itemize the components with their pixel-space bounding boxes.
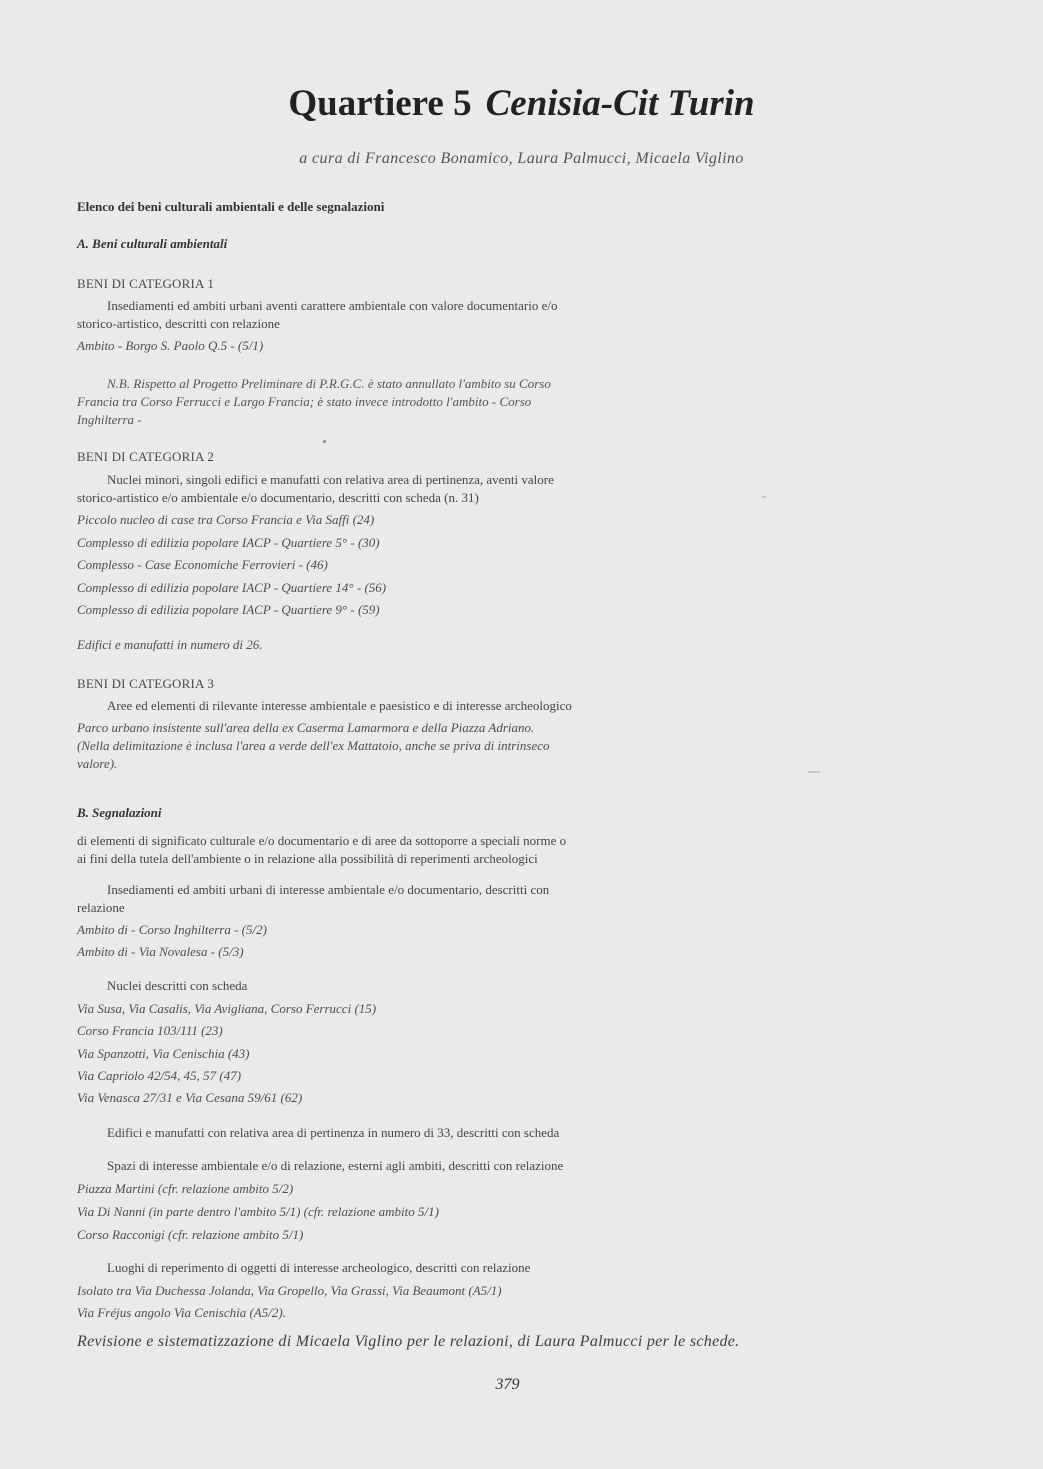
list-item: Piccolo nucleo di case tra Corso Francia e Via Saffi (24) bbox=[77, 512, 375, 527]
print-speck bbox=[808, 771, 820, 773]
credits-line: Revisione e sistematizzazione di Micaela Viglino per le relazioni, di Laura Palmucci per le schede. bbox=[77, 1333, 740, 1350]
cat2-title: BENI DI CATEGORIA 2 bbox=[77, 449, 215, 464]
cat3-line3: valore). bbox=[77, 756, 118, 771]
cat1-note-line2: Francia tra Corso Ferrucci e Largo Francia; è stato invece introdotto l'ambito - Corso bbox=[77, 394, 532, 409]
section-b-intro-line2: ai fini della tutela dell'ambiente o in relazione alla possibilità di reperimenti archeologici bbox=[77, 851, 538, 866]
print-speck bbox=[762, 496, 766, 498]
cat2-desc-line1: Nuclei minori, singoli edifici e manufatti con relativa area di pertinenza, aventi valore bbox=[107, 472, 554, 487]
group1-desc-line1: Insediamenti ed ambiti urbani di interesse ambientale e/o documentario, descritti con bbox=[107, 882, 550, 897]
cat2-desc-line2: storico-artistico e/o ambientale e/o documentario, descritti con scheda (n. 31) bbox=[77, 490, 479, 505]
page-subtitle: a cura di Francesco Bonamico, Laura Palmucci, Micaela Viglino bbox=[299, 150, 744, 167]
cat1-desc-line2: storico-artistico, descritti con relazione bbox=[77, 316, 280, 331]
list-item: Complesso di edilizia popolare IACP - Quartiere 5° - (30) bbox=[77, 535, 380, 550]
list-item: Via Susa, Via Casalis, Via Avigliana, Corso Ferrucci (15) bbox=[77, 1001, 377, 1016]
list-item: Via Fréjus angolo Via Cenischia (A5/2). bbox=[77, 1305, 286, 1320]
list-item: Via Spanzotti, Via Cenischia (43) bbox=[77, 1046, 250, 1061]
cat3-line2: (Nella delimitazione è inclusa l'area a verde dell'ex Mattatoio, anche se priva di intrinseco bbox=[77, 738, 550, 753]
list-item: Piazza Martini (cfr. relazione ambito 5/2) bbox=[77, 1181, 294, 1196]
list-item: Ambito di - Corso Inghilterra - (5/2) bbox=[77, 922, 267, 937]
cat3-line1: Parco urbano insistente sull'area della ex Caserma Lamarmora e della Piazza Adriano. bbox=[77, 720, 535, 735]
section-b-intro-line1: di elementi di significato culturale e/o documentario e di aree da sottoporre a speciali norme o bbox=[77, 833, 567, 848]
section-heading: Elenco dei beni culturali ambientali e delle segnalazioni bbox=[77, 199, 385, 214]
group3-desc: Edifici e manufatti con relativa area di pertinenza in numero di 33, descritti con scheda bbox=[107, 1125, 560, 1140]
group4-desc: Spazi di interesse ambientale e/o di relazione, esterni agli ambiti, descritti con relazione bbox=[107, 1158, 564, 1173]
cat1-note-line1: N.B. Rispetto al Progetto Preliminare di P.R.G.C. è stato annullato l'ambito su Corso bbox=[107, 376, 551, 391]
page-title bbox=[0, 82, 1043, 125]
list-item: Corso Racconigi (cfr. relazione ambito 5/1) bbox=[77, 1227, 304, 1242]
list-item: Via Capriolo 42/54, 45, 57 (47) bbox=[77, 1068, 242, 1083]
list-item: Via Venasca 27/31 e Via Cesana 59/61 (62) bbox=[77, 1090, 303, 1105]
list-item: Complesso di edilizia popolare IACP - Quartiere 9° - (59) bbox=[77, 602, 380, 617]
cat1-desc-line1: Insediamenti ed ambiti urbani aventi carattere ambientale con valore documentario e/o bbox=[107, 298, 558, 313]
list-item: Ambito di - Via Novalesa - (5/3) bbox=[77, 944, 244, 959]
group1-desc-line2: relazione bbox=[77, 900, 125, 915]
cat1-note-line3: Inghilterra - bbox=[77, 412, 142, 427]
section-a-title: A. Beni culturali ambientali bbox=[77, 236, 228, 251]
list-item: Complesso di edilizia popolare IACP - Quartiere 14° - (56) bbox=[77, 580, 387, 595]
cat1-item: Ambito - Borgo S. Paolo Q.5 - (5/1) bbox=[77, 338, 264, 353]
print-speck bbox=[323, 440, 326, 443]
cat2-footer: Edifici e manufatti in numero di 26. bbox=[77, 637, 263, 652]
list-item: Isolato tra Via Duchessa Jolanda, Via Gropello, Via Grassi, Via Beaumont (A5/1) bbox=[77, 1283, 502, 1298]
group2-desc: Nuclei descritti con scheda bbox=[107, 978, 248, 993]
cat1-title: BENI DI CATEGORIA 1 bbox=[77, 276, 215, 291]
list-item: Corso Francia 103/111 (23) bbox=[77, 1023, 223, 1038]
list-item: Complesso - Case Economiche Ferrovieri - (46) bbox=[77, 557, 328, 572]
list-item: Via Di Nanni (in parte dentro l'ambito 5/1) (cfr. relazione ambito 5/1) bbox=[77, 1204, 439, 1219]
section-b-title: B. Segnalazioni bbox=[77, 805, 162, 820]
cat3-desc: Aree ed elementi di rilevante interesse ambientale e paesistico e di interesse archeologico bbox=[107, 698, 572, 713]
cat3-title: BENI DI CATEGORIA 3 bbox=[77, 676, 215, 691]
group5-desc: Luoghi di reperimento di oggetti di interesse archeologico, descritti con relazione bbox=[107, 1260, 531, 1275]
title-plain: Quartiere 5 bbox=[288, 83, 472, 124]
page-number: 379 bbox=[495, 1376, 520, 1393]
title-italic: Cenisia-Cit Turin bbox=[485, 83, 755, 124]
